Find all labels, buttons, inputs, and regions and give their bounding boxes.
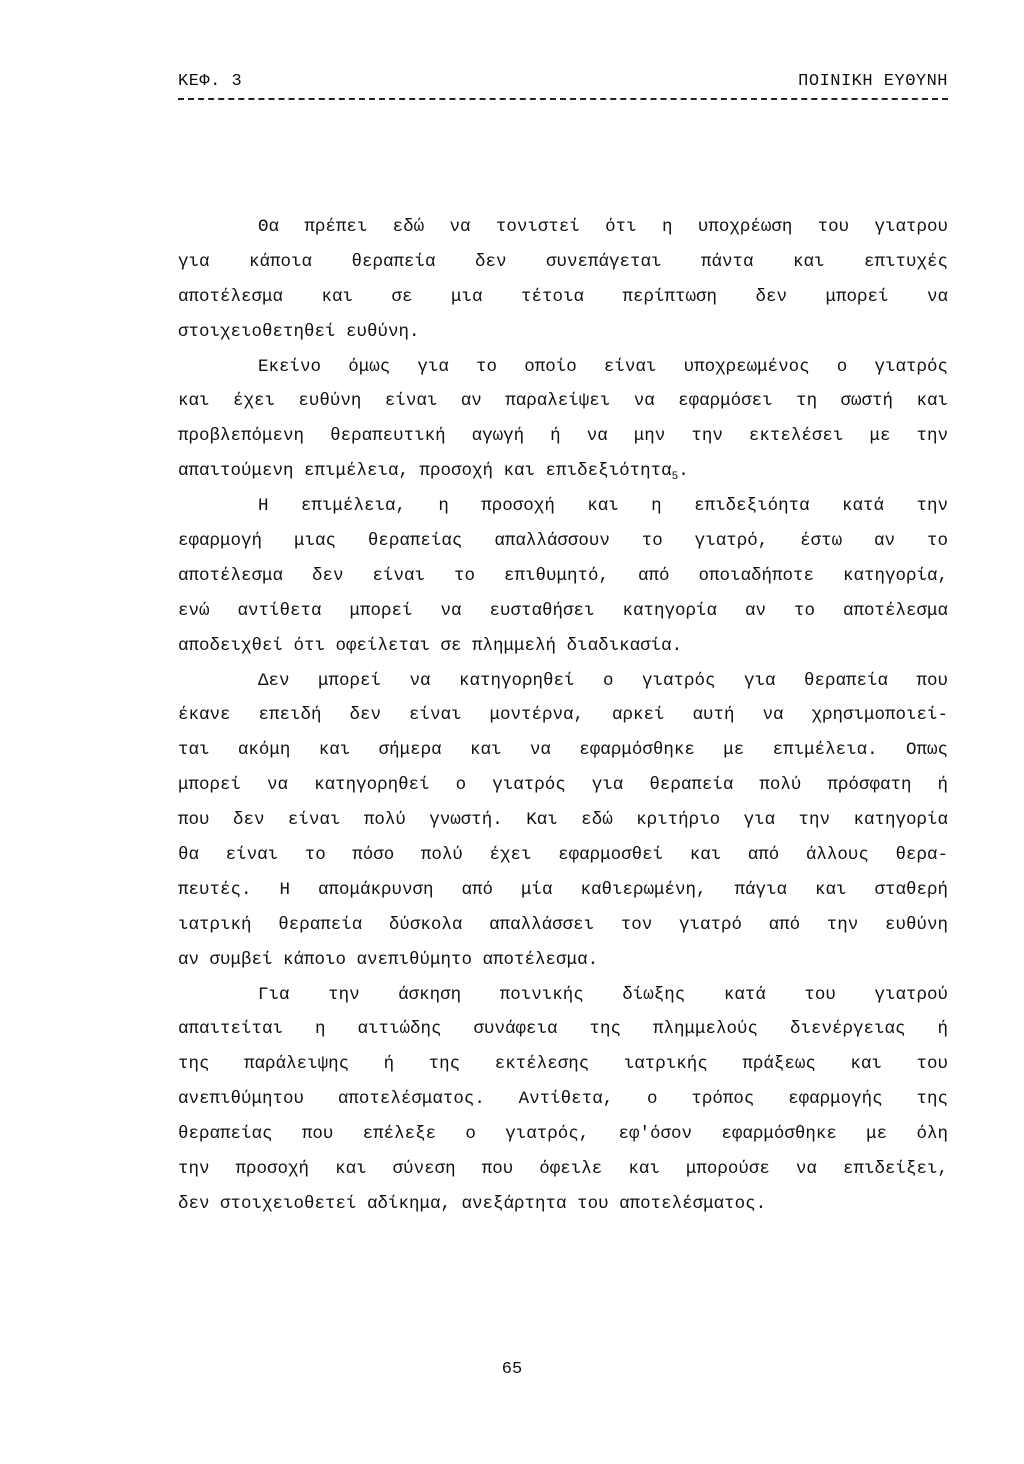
text-line: της παράλειψης ή της εκτέλεσης ιατρικής πράξεως και του — [178, 1054, 948, 1075]
paragraph — [178, 664, 948, 978]
text-line: Θα πρέπει εδώ να τονιστεί ότι η υποχρέωση του γιατρου — [258, 217, 948, 237]
text-line: εφαρμογή μιας θεραπείας απαλλάσσουν το γιατρό, έστω αν το — [178, 531, 948, 552]
text-line: πευτές. Η απομάκρυνση από μία καθιερωμένη, πάγια και σταθερή — [178, 879, 948, 900]
footnote-reference: 5 — [671, 471, 679, 484]
text-line: αν συμβεί κάποιο ανεπιθύμητο αποτέλεσμα. — [178, 949, 599, 970]
paragraph — [178, 210, 948, 350]
text-line: απαιτείται η αιτιώδης συνάφεια της πλημμελούς διενέργειας ή — [178, 1019, 948, 1040]
running-title: ΠΟΙΝΙΚΗ ΕΥΘΥΝΗ — [798, 72, 948, 91]
paragraph — [178, 489, 948, 663]
text-line: για κάποια θεραπεία δεν συνεπάγεται πάντα και επιτυχές — [178, 251, 948, 272]
text-line: προβλεπόμενη θεραπευτική αγωγή ή να μην την εκτελέσει με την — [178, 426, 948, 447]
text-line — [178, 454, 948, 489]
text-line: ται ακόμη και σήμερα και να εφαρμόσθηκε με επιμέλεια. Οπως — [178, 740, 948, 761]
line-end-punctuation: . — [678, 461, 689, 482]
text-line: στοιχειοθετηθεί ευθύνη. — [178, 321, 420, 342]
text-line: Για την άσκηση ποινικής δίωξης κατά του γιατρού — [258, 984, 948, 1005]
text-line: αποτέλεσμα και σε μια τέτοια περίπτωση δεν μπορεί να — [178, 286, 948, 307]
text-line: θα είναι το πόσο πολύ έχει εφαρμοσθεί και από άλλους θερα- — [178, 845, 948, 866]
text-line: Η επιμέλεια, η προσοχή και η επιδεξιόητα κατά την — [258, 496, 948, 517]
text-line: ενώ αντίθετα μπορεί να ευσταθήσει κατηγορία αν το αποτέλεσμα — [178, 600, 948, 621]
text-line: μπορεί να κατηγορηθεί ο γιατρός για θεραπεία πολύ πρόσφατη ή — [178, 775, 948, 796]
chapter-label: ΚΕΦ. 3 — [178, 72, 243, 91]
text-line: αποδειχθεί ότι οφείλεται σε πλημμελή διαδικασία. — [178, 635, 683, 656]
paragraph — [178, 350, 948, 490]
text-line: την προσοχή και σύνεση που όφειλε και μπορούσε να επιδείξει, — [178, 1159, 948, 1180]
text-line: Δεν μπορεί να κατηγορηθεί ο γιατρός για θεραπεία που — [258, 670, 948, 691]
text-line: που δεν είναι πολύ γνωστή. Και εδώ κριτήριο για την κατηγορία — [178, 810, 948, 831]
text-line: ιατρική θεραπεία δύσκολα απαλλάσσει τον γιατρό από την ευθύνη — [178, 914, 948, 935]
text-line: δεν στοιχειοθετεί αδίκημα, ανεξάρτητα του αποτελέσματος. — [178, 1193, 767, 1214]
text-line: αποτέλεσμα δεν είναι το επιθυμητό, από οποιαδήποτε κατηγορία, — [178, 565, 948, 586]
text-line: θεραπείας που επέλεξε ο γιατρός, εφ'όσον εφαρμόσθηκε με όλη — [178, 1124, 948, 1145]
body-text — [178, 210, 948, 1222]
text-line: έκανε επειδή δεν είναι μοντέρνα, αρκεί αυτή να χρησιμοποιεί- — [178, 705, 948, 726]
paragraph — [178, 978, 948, 1222]
page-header — [178, 72, 948, 98]
text-line: και έχει ευθύνη είναι αν παραλείψει να εφαρμόσει τη σωστή και — [178, 391, 948, 412]
text-line: ανεπιθύμητου αποτελέσματος. Αντίθετα, ο τρόπος εφαρμογής της — [178, 1089, 948, 1110]
header-divider — [178, 98, 948, 100]
text-line-content: απαιτούμενη επιμέλεια, προσοχή και επιδεξιότητα — [178, 461, 672, 482]
text-line: Εκείνο όμως για το οποίο είναι υποχρεωμένος ο γιατρός — [258, 356, 948, 377]
page-number: 65 — [501, 1360, 523, 1379]
